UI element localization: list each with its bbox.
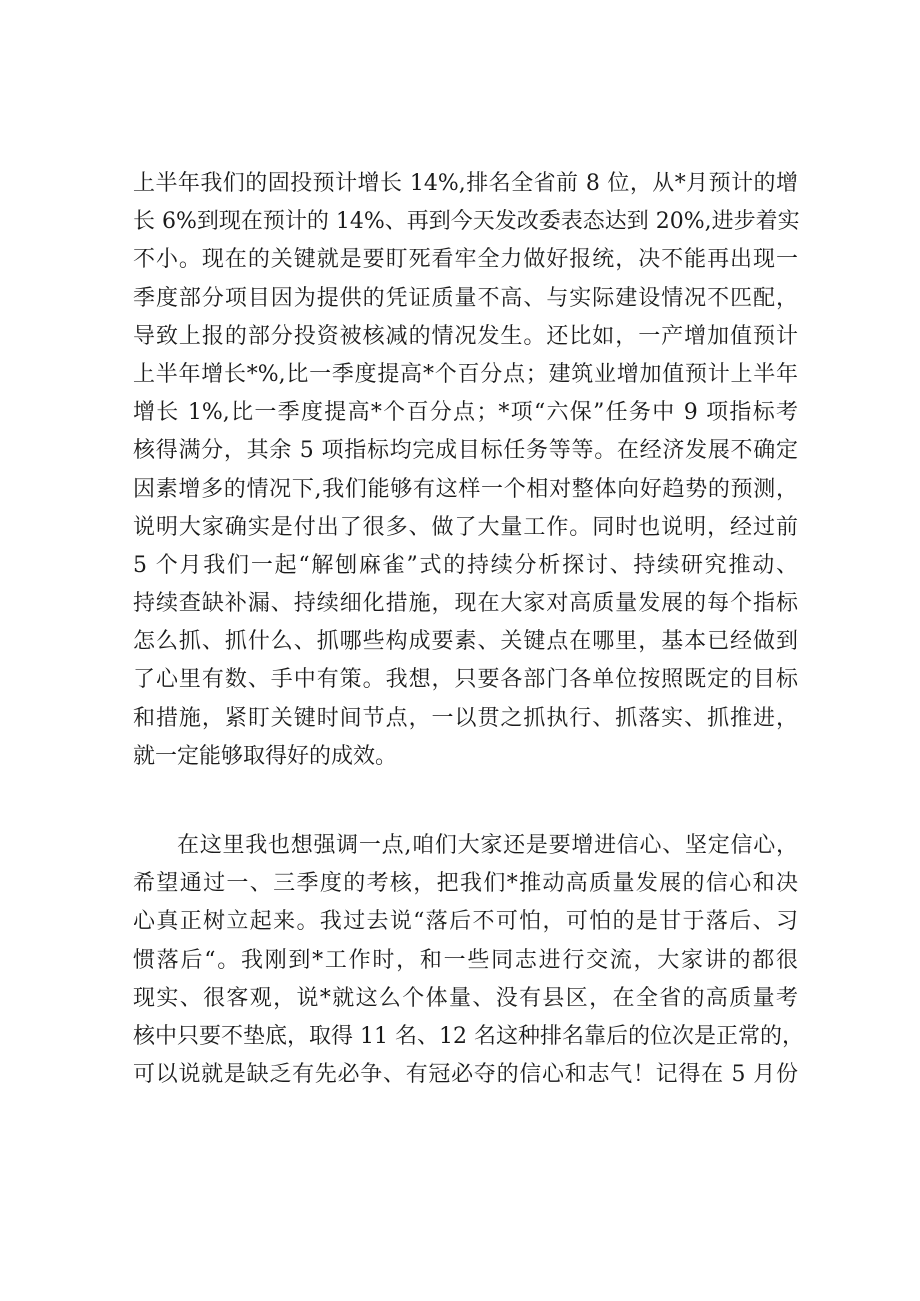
- text-line: 5 个月我们一起“解刨麻雀”式的持续分析探讨、持续研究推动、: [133, 552, 798, 578]
- text-line: 上半年增长*%,比一季度提高*个百分点；建筑业增加值预计上半年: [133, 361, 798, 387]
- text-line: 季度部分项目因为提供的凭证质量不高、与实际建设情况不匹配，: [133, 285, 798, 311]
- text-line: 和措施，紧盯关键时间节点，一以贯之抓执行、抓落实、抓推进，: [133, 705, 798, 731]
- text-line: 导致上报的部分投资被核减的情况发生。还比如，一产增加值预计: [133, 323, 798, 349]
- text-line: 核得满分，其余 5 项指标均完成目标任务等等。在经济发展不确定: [133, 438, 798, 464]
- text-line: 核中只要不垫底，取得 11 名、12 名这种排名靠后的位次是正常的，: [133, 1023, 804, 1049]
- text-line: 怎么抓、抓什么、抓哪些构成要素、关键点在哪里，基本已经做到: [133, 629, 798, 655]
- text-line: 在这里我也想强调一点,咱们大家还是要增进信心、坚定信心，: [177, 833, 798, 858]
- paragraph-1: [133, 165, 798, 776]
- text-line: 不小。现在的关键就是要盯死看牢全力做好报统，决不能再出现一: [133, 247, 798, 273]
- text-line: 就一定能够取得好的成效。: [133, 743, 398, 769]
- text-line: 心真正树立起来。我过去说“落后不可怕，可怕的是甘于落后、习: [133, 909, 798, 935]
- text-line: 持续查缺补漏、持续细化措施，现在大家对高质量发展的每个指标: [133, 591, 798, 617]
- text-line: 因素增多的情况下,我们能够有这样一个相对整体向好趋势的预测，: [133, 476, 798, 502]
- text-line: 惯落后“。我刚到*工作时，和一些同志进行交流，大家讲的都很: [133, 947, 798, 973]
- text-line: 增长 1%,比一季度提高*个百分点；*项“六保”任务中 9 项指标考: [133, 400, 798, 426]
- text-line: 长 6%到现在预计的 14%、再到今天发改委表态达到 20%,进步着实: [133, 209, 800, 235]
- text-line: 了心里有数、手中有策。我想，只要各部门各单位按照既定的目标: [133, 667, 798, 693]
- text-line: 上半年我们的固投预计增长 14%,排名全省前 8 位，从*月预计的增: [133, 171, 798, 196]
- paragraph-2: [133, 827, 804, 1094]
- text-line: 说明大家确实是付出了很多、做了大量工作。同时也说明，经过前: [133, 514, 798, 540]
- text-line: 可以说就是缺乏有先必争、有冠必夺的信心和志气！记得在 5 月份: [133, 1062, 798, 1088]
- text-line: 希望通过一、三季度的考核，把我们*推动高质量发展的信心和决: [133, 871, 798, 897]
- text-line: 现实、很客观，说*就这么个体量、没有县区，在全省的高质量考: [133, 985, 798, 1011]
